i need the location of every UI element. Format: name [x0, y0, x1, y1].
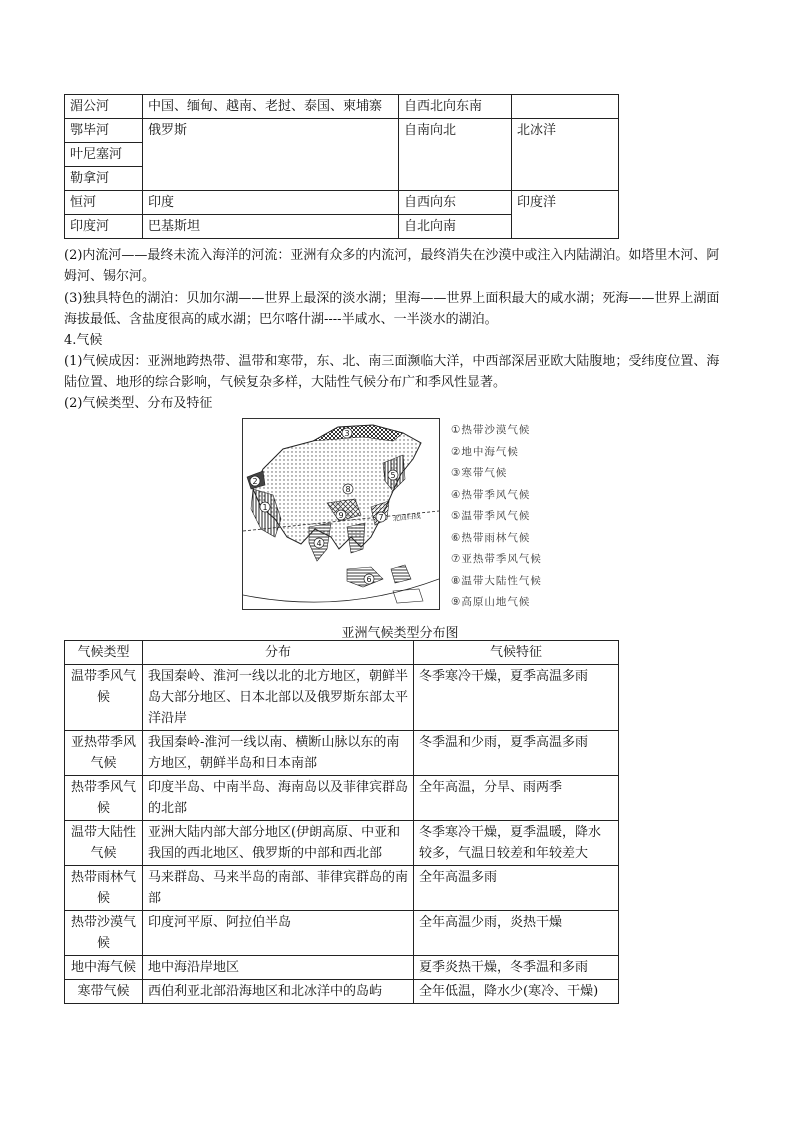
- svg-text:7: 7: [378, 513, 384, 522]
- river-direction: 自西向东: [399, 191, 512, 215]
- climate-distribution: 印度半岛、中南半岛、海南岛以及菲律宾群岛的北部: [143, 776, 414, 821]
- legend-item: ⑨高原山地气候: [451, 596, 531, 608]
- climate-distribution: 我国秦岭、淮河一线以北的北方地区，朝鲜半岛大部分地区、日本北部以及俄罗斯东部太平洋沿岸: [143, 665, 414, 731]
- river-name: 恒河: [65, 191, 143, 215]
- svg-text:9: 9: [338, 511, 344, 520]
- climate-type: 地中海气候: [65, 956, 143, 980]
- river-name: 叶尼塞河: [65, 143, 143, 167]
- climate-feature: 冬季温和少雨，夏季高温多雨: [414, 731, 619, 776]
- section-heading-climate: 4.气候: [64, 333, 103, 348]
- climate-distribution: 亚洲大陆内部大部分地区(伊朗高原、中亚和我国的西北地区、俄罗斯的中部和西北部: [143, 821, 414, 866]
- map-caption: 亚洲气候类型分布图: [341, 626, 459, 641]
- rivers-table: [64, 94, 619, 239]
- river-countries: 巴基斯坦: [143, 215, 399, 239]
- paragraph-lakes: (3)独具特色的湖泊：贝加尔湖——世界上最深的淡水湖；里海——世界上面积最大的咸水湖；死海——世界上湖面海拔最低、含盐度很高的咸水湖；巴尔喀什湖----半咸水、一半淡水的湖泊。: [64, 291, 720, 327]
- table-row: [65, 911, 619, 956]
- table-header-row: [65, 641, 619, 665]
- svg-text:4: 4: [316, 539, 322, 548]
- column-header: 分布: [143, 641, 414, 665]
- river-direction: 自南向北: [399, 119, 512, 191]
- asia-climate-map: [242, 418, 440, 610]
- river-direction: 自北向南: [399, 215, 512, 239]
- legend-item: ①热带沙漠气候: [451, 424, 531, 436]
- river-direction: 自西北向东南: [399, 95, 512, 119]
- paragraph-inland-rivers: (2)内流河——最终未流入海洋的河流：亚洲有众多的内流河，最终消失在沙漠中或注入内陆湖泊。如塔里木河、阿姆河、锡尔河。: [64, 248, 720, 284]
- column-header: 气候类型: [65, 641, 143, 665]
- climate-distribution: 印度河平原、阿拉伯半岛: [143, 911, 414, 956]
- climate-feature: 冬季寒冷干燥，夏季温暖，降水较多，气温日较差和年较差大: [414, 821, 619, 866]
- legend-item: ④热带季风气候: [451, 488, 531, 501]
- river-countries: 俄罗斯: [143, 119, 399, 191]
- map-frame-curve: [243, 579, 439, 602]
- river-ocean: 北冰洋: [512, 119, 619, 191]
- climate-distribution: 地中海沿岸地区: [143, 956, 414, 980]
- svg-text:2: 2: [252, 477, 258, 486]
- climate-type: 温带大陆性气候: [65, 821, 143, 866]
- climate-type: 热带雨林气候: [65, 866, 143, 911]
- paragraph-climate-cause: (1)气候成因：亚洲地跨热带、温带和寒带，东、北、南三面濒临大洋，中西部深居亚欧大陆腹地；受纬度位置、海陆位置、地形的综合影响，气候复杂多样，大陆性气候分布广和季风性显著。: [64, 354, 720, 390]
- river-name: 湄公河: [65, 95, 143, 119]
- river-countries: 中国、缅甸、越南、老挝、泰国、柬埔寨: [143, 95, 399, 119]
- climate-type: 热带沙漠气候: [65, 911, 143, 956]
- table-row: [65, 95, 619, 119]
- climate-distribution: 我国秦岭-淮河一线以南、横断山脉以东的南方地区，朝鲜半岛和日本南部: [143, 731, 414, 776]
- table-row: [65, 821, 619, 866]
- table-row: [65, 866, 619, 911]
- legend-item: ③寒带气候: [451, 467, 508, 479]
- table-row: [65, 191, 619, 215]
- river-countries: 印度: [143, 191, 399, 215]
- climate-feature: 全年高温少雨，炎热干燥: [414, 911, 619, 956]
- table-row: [65, 956, 619, 980]
- climate-type: 寒带气候: [65, 980, 143, 1004]
- legend-item: ②地中海气候: [451, 445, 519, 458]
- climate-type: 热带季风气候: [65, 776, 143, 821]
- climate-feature: 全年高温，分旱、雨两季: [414, 776, 619, 821]
- climate-feature: 全年低温，降水少(寒冷、干燥): [414, 980, 619, 1004]
- climate-distribution: 马来群岛、马来半岛的南部、菲律宾群岛的南部: [143, 866, 414, 911]
- climate-table: [64, 640, 619, 1004]
- climate-type: 亚热带季风气候: [65, 731, 143, 776]
- legend-item: ⑧温带大陆性气候: [451, 574, 542, 587]
- legend-item: ⑤温带季风气候: [451, 510, 531, 522]
- svg-text:3: 3: [344, 429, 350, 438]
- climate-feature: 夏季炎热干燥，冬季温和多雨: [414, 956, 619, 980]
- svg-text:1: 1: [262, 503, 268, 512]
- svg-text:8: 8: [345, 485, 351, 494]
- legend-item: ⑥热带雨林气候: [451, 531, 531, 544]
- region-indochina: [347, 523, 365, 553]
- tropic-label: 北回归线: [392, 512, 422, 523]
- table-row: [65, 776, 619, 821]
- svg-text:5: 5: [390, 471, 396, 480]
- climate-type: 温带季风气候: [65, 665, 143, 731]
- climate-feature: 冬季寒冷干燥，夏季高温多雨: [414, 665, 619, 731]
- map-drawing: [243, 419, 439, 609]
- island-shape: [391, 565, 411, 583]
- column-header: 气候特征: [414, 641, 619, 665]
- table-row: [65, 665, 619, 731]
- river-name: 鄂毕河: [65, 119, 143, 143]
- paragraph-climate-types: (2)气候类型、分布及特征: [64, 396, 213, 411]
- svg-text:6: 6: [366, 575, 372, 584]
- table-row: [65, 119, 619, 143]
- legend-item: ⑦亚热带季风气候: [451, 553, 542, 565]
- island-shape: [393, 589, 423, 603]
- river-name: 印度河: [65, 215, 143, 239]
- climate-distribution: 西伯利亚北部沿海地区和北冰洋中的岛屿: [143, 980, 414, 1004]
- river-ocean: 印度洋: [512, 191, 619, 239]
- climate-feature: 全年高温多雨: [414, 866, 619, 911]
- river-name: 勒拿河: [65, 167, 143, 191]
- river-ocean: [512, 95, 619, 119]
- table-row: [65, 980, 619, 1004]
- map-legend: [451, 420, 581, 614]
- table-row: [65, 731, 619, 776]
